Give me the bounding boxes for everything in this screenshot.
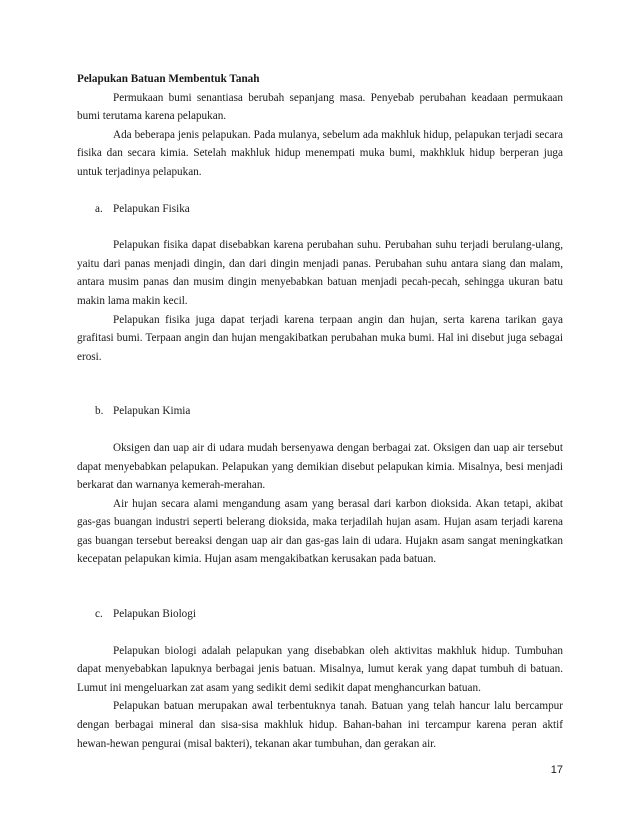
page-number: 17	[550, 764, 563, 776]
section-heading-fisika	[95, 200, 563, 219]
intro-paragraph-1: Permukaan bumi senantiasa berubah sepanjang masa. Penyebab perubahan keadaan permukaan bumi terutama karena pelapukan.	[77, 91, 563, 123]
kimia-paragraph-1: Oksigen dan uap air di udara mudah bersenyawa dengan berbagai zat. Oksigen dan uap air tersebut dapat menyebabkan pelapukan. Pelapukan yang demikian disebut pelapukan kimia. Misalnya, besi menjadi berkarat dan warnanya kemerah-merahan.	[77, 441, 563, 492]
section-heading-text: Pelapukan Fisika	[113, 202, 190, 215]
section-heading-text: Pelapukan Biologi	[113, 608, 196, 621]
biologi-paragraph-1: Pelapukan biologi adalah pelapukan yang disebabkan oleh aktivitas makhluk hidup. Tumbuhan dapat menyebabkan lapuknya berbagai jenis batuan. Misalnya, lumut kerak yang dapat tumbuh di batuan. Lumut ini mengeluarkan zat asam yang sedikit demi sedikit dapat menghancurkan batuan.	[77, 644, 563, 694]
spacer	[77, 182, 563, 200]
section-letter: c.	[95, 608, 103, 621]
intro-paragraph-2: Ada beberapa jenis pelapukan. Pada mulanya, sebelum ada makhluk hidup, pelapukan terjadi secara fisika dan secara kimia. Setelah makhluk hidup menempati muka bumi, makhkluk hidup berperan juga untuk terjadinya pelapukan.	[77, 128, 563, 178]
biologi-paragraph-2: Pelapukan batuan merupakan awal terbentuknya tanah. Batuan yang telah hancur lalu bercampur dengan berbagai mineral dan sisa-sisa makhluk hidup. Bahan-bahan ini tercampur karena peran aktif hewan-hewan pengurai (misal bakteri), tekanan akar tumbuhan, dan gerakan air.	[77, 700, 563, 750]
spacer	[77, 218, 563, 236]
document-page	[77, 70, 563, 753]
spacer	[77, 366, 563, 402]
fisika-paragraph-1: Pelapukan fisika dapat disebabkan karena perubahan suhu. Perubahan suhu terjadi berulang-ulang, yaitu dari panas menjadi dingin, dan dari dingin menjadi panas. Perubahan suhu antara siang dan malam, antara musim panas dan musim dingin menyebabkan batuan menjadi pecah-pecah, sehingga ukuran batu makin lama makin kecil.	[77, 239, 563, 307]
section-heading-kimia	[95, 402, 563, 421]
section-letter: b.	[95, 405, 104, 418]
spacer	[77, 569, 563, 605]
spacer	[77, 421, 563, 439]
section-heading-biologi	[95, 605, 563, 624]
section-letter: a.	[95, 202, 103, 215]
fisika-paragraph-2: Pelapukan fisika juga dapat terjadi karena terpaan angin dan hujan, serta karena tarikan gaya grafitasi bumi. Terpaan angin dan hujan mengakibatkan perubahan muka bumi. Hal ini disebut juga sebagai erosi.	[77, 313, 563, 363]
kimia-paragraph-2: Air hujan secara alami mengandung asam yang berasal dari karbon dioksida. Akan tetapi, akibat gas-gas buangan industri seperti belerang dioksida, maka terjadilah hujan asam. Hujan asam terjadi karena gas buangan tersebut bereaksi dengan uap air dan gas-gas lain di udara. Hujakn asam sangat meningkatkan kecepatan pelapukan kimia. Hujan asam mengakibatkan kerusakan pada batuan.	[77, 497, 563, 566]
section-heading-text: Pelapukan Kimia	[113, 405, 191, 418]
spacer	[77, 624, 563, 642]
document-title: Pelapukan Batuan Membentuk Tanah	[77, 73, 260, 85]
